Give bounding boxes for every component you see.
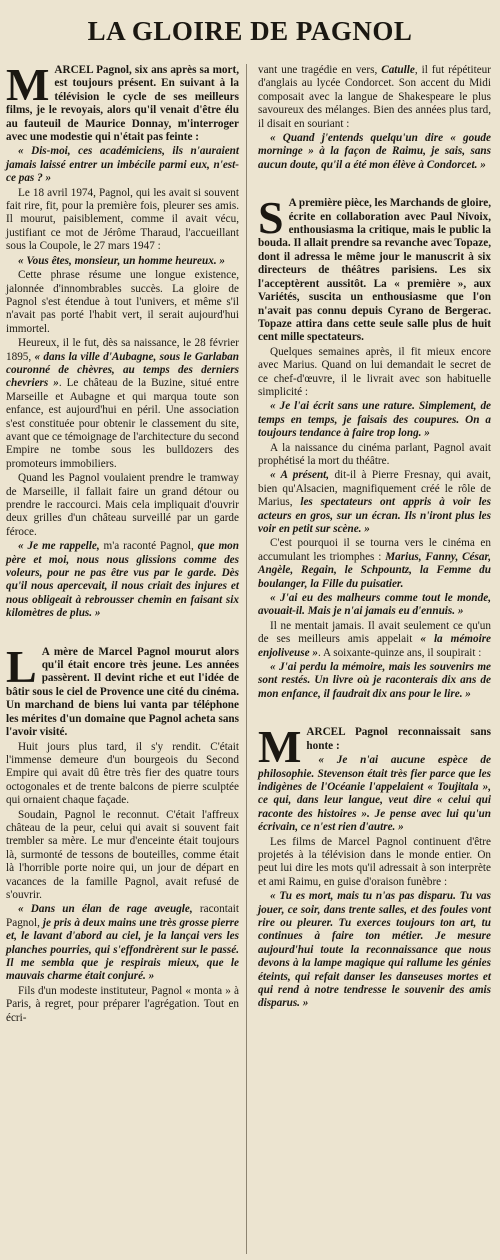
section-3 [258,192,492,701]
quote [258,469,491,536]
text-run: Il ne mentait jamais. Il avait seulement ce qu'un de ses meilleurs amis appelait [258,619,491,646]
text-run: Catulle [381,64,415,76]
text-run: « la mémoire enjoliveuse » [258,633,492,659]
text-run: m'a raconté Pagnol, [99,540,198,553]
paragraph: Quand les Pagnol voulaient prendre le tramway de Marseille, il fallait faire un grand détour ou prendre le raccourci. Mais cela impliquait d'ouvrir deux grilles d'un château surveillé par un garde féroce. [6,472,239,538]
paragraph [6,640,239,740]
section-gap [6,622,239,646]
text-run: « J'ai perdu la mémoire, mais les souvenirs me sont restés. Un livre où je raconterais dix ans de mon enfance, il faudrait dix ans pour le lire. » [258,661,491,700]
drop-cap: M [6,59,50,110]
section-1 [6,59,239,621]
quote [258,890,491,1011]
quote [6,540,239,620]
text-run: Marius, Fanny, César, Angèle, Regain, le Schpountz, la Femme du boulanger, la Fille du puisatier. [258,550,492,590]
text-run: dit-il à Pierre Fresnay, qui avait, bien qu'Alsacien, magnifiquement créé le rôle de Marius, [258,469,491,509]
text-run: racontait Pagnol, [6,903,240,929]
drop-cap: M [258,721,302,773]
quote [6,903,239,983]
text-run: « Dans un élan de rage aveugle, [18,903,193,916]
quote [6,255,239,268]
paragraph: Quelques semaines après, il fit mieux encore avec Marius. Quand on lui demandait le secret de ce chef-d'œuvre, il le livrait avec son habituelle simplicité : [258,345,491,398]
text-run: je pris à deux mains une très grosse pierre et, le lavant d'abord au ciel, je la lançai vers les planches pourries, qui s'effondrèrent sur le passé. Il me sembla que je respirais mieux, que le mauvais charme était conjuré. » [6,916,239,983]
text-run: « Je l'ai écrit sans une rature. Simplement, de temps en temps, je faisais des coupures. On a toujours tendance à faire trop long. » [258,400,491,440]
paragraph: A la naissance du cinéma parlant, Pagnol avait prophétisé la mort du théâtre. [258,441,491,467]
quote [6,145,239,185]
lead-text: A mère de Marcel Pagnol mourut alors qu'il était encore très jeune. Les années passèrent. Il devint riche et eut l'idée de bâtir sous le ciel de Provence une cité du cinéma. Un marchand de biens lui vanta par téléphone les mérites d'un domaine que Pagnol acheta sans l'avoir visité. [6,645,239,739]
left-column [6,59,240,1026]
paragraph: Cette phrase résume une longue existence, jalonnée d'innombrables succès. La gloire de Pagnol s'est étendue à tout l'univers, et même s'il n'avait pas porté l'habit vert, il serait aujourd'hui immortel. [6,269,239,335]
text-run: les spectateurs ont appris à voir les acteurs en gros, sur un écran. Ils n'iront plus les voir en petit sur scène. » [258,496,491,535]
paragraph: Soudain, Pagnol le reconnut. C'était l'affreux château de la peur, celui qui avait si souvent fait trembler sa mère. Le mur d'enceinte était toujours là, surmonté de tessons de bouteilles, comme était là l'horrible porte noire qui, un jour de départ en vacances de la famille Pagnol, avait refusé de s'ouvrir. [6,808,239,901]
text-run: . A soixante-quinze ans, il soupirait : [317,646,482,659]
text-run: Heureux, il le fut, dès sa naissance, le 28 février 1895, [6,337,239,363]
drop-cap: L [6,640,37,692]
paragraph: Huit jours plus tard, il s'y rendit. C'était l'immense demeure d'un bourgeois du Second Empire qui avait dû être très fier des quatre tours octogonales et de trente balcons de pierre sculptée qui ornaient chaque façade. [6,740,239,807]
section-1-continued [258,64,491,172]
text-run: « A présent, [270,469,330,482]
text-run: « Quand j'entends quelqu'un dire « goude morninge » à la façon de Raimu, je sais, sans aucun doute, qu'il a été mon élève à Condorcet. » [258,132,491,171]
paragraph [258,64,491,131]
paragraph [6,337,239,471]
quote [258,400,491,440]
lead-text: ARCEL Pagnol reconnaissait sans honte : [306,726,491,752]
paragraph [258,537,491,591]
section-4 [258,721,491,1011]
text-run: C'est pourquoi il se tourna vers le cinéma en accumulant les triomphes : [258,537,491,563]
paragraph: Fils d'un modeste instituteur, Pagnol « monta » à Paris, à regret, pour préparer l'agrégation. Tout en écri- [6,984,239,1024]
quote [258,132,491,172]
text-run: « Je me rappelle, [18,540,100,553]
section-2 [6,640,240,1025]
text-run: « Vous êtes, monsieur, un homme heureux. » [18,254,226,267]
paragraph [258,192,491,344]
text-run: , il fut répétiteur d'anglais au lycée Condorcet. Son accent du Midi composait avec la langue de Shakespeare le plus savoureux des mélanges. Bien des années plus tard, il disait en souriant : [258,64,492,130]
text-run: « J'ai eu des malheurs comme tout le monde, avouait-il. Mais je n'ai jamais eu d'ennuis. » [258,592,491,618]
right-column [258,64,491,1012]
article-title: LA GLOIRE DE PAGNOL [87,16,413,46]
quote [258,661,491,701]
lead-text: ARCEL Pagnol, six ans après sa mort, est toujours présent. En suivant à la télévision le cycle de ses meilleurs films, je le revoyais, alors qu'il venait d'être élu au fauteuil de Maurice Donnay, m'interroger avec une modestie qui n'était pas feinte : [6,64,239,144]
paragraph [6,59,239,144]
text-run: « Tu es mort, mais tu n'as pas disparu. Tu vas jouer, ce soir, dans trente salles, et des foules vont rire ou pleurer. Tu exerces toujours ton art, tu continues à faire ton métier. Je mesure aujourd'hui toute la reconnaissance que nous devons à la lampe magique qui rallume les génies éteints, qui refait danser les danseuses mortes et qui rend à notre tendresse le souvenir des amis disparus. » [258,890,491,1010]
text-run: que mon père et moi, nous nous glissions comme des voleurs, pour ne pas être vus par le garde. Dès qu'il nous apercevait, il nous criait des injures et nous obligeait à rebrousser chemin en faisant six kilomètres de plus. » [6,540,239,620]
text-run: « dans la ville d'Aubagne, sous le Garlaban couronné de chèvres, au temps des derniers chevriers » [6,350,239,390]
text-run: . Le château de la Buzine, situé entre Marseille et Aubagne et qui marqua toute son enfance, est aujourd'hui en péril. Une association s'est constituée pour obtenir le classement du site, avant que ce témoignage de l'architecture du second Empire ne tombe sous les bulldozers des promoteurs immobiliers. [6,377,239,470]
text-run: vant une tragédie en vers, [258,64,378,76]
text-run: « Dis-moi, ces académiciens, ils n'auraient jamais laissé entrer un imbécile parmi eux, n'est-ce pas ? » [6,145,239,185]
column-divider [246,64,247,1254]
paragraph [258,620,491,660]
paragraph: Le 18 avril 1974, Pagnol, qui les avait si souvent fait rire, fit, pour la première fois, pleurer ses amis. Il mourut, paisiblement, comme il avait vécu, justifiant ce mot de Jérôme Tharaud, l'accueillant sous la Coupole, le 27 mars 1947 : [6,186,239,253]
drop-cap: S [258,192,284,244]
paragraph: Les films de Marcel Pagnol continuent d'être projetés à la télévision dans le monde entier. On peut lui dire les mots qu'il adressait à son interprète et ami Raimu, en guise d'oraison funèbre : [258,835,491,888]
paragraph [258,721,491,773]
quote [258,592,491,619]
section-gap [258,173,491,197]
text-run: « Je n'ai aucune espèce de philosophie. Stevenson était très fier parce que les indigènes de l'Océanie l'appelaient « Toujitala », ce qui, dans leur langue, veut dire « celui qui raconte des histoires ». Je pense avec lui qu'un écrivain, ce n'est rien d'autre. » [258,754,491,834]
lead-text: A première pièce, les Marchands de gloire, écrite en collaboration avec Paul Nivoix, enthousiasma la critique, mais le public la bouda. Il allait prendre sa revanche avec Topaze, dont il adressa le même jour le manuscrit à six directeurs de théâtres parisiens. Les six l'acceptèrent aussitôt. La « première », aux Variétés, suscita un enthousiasme que l'on n'avait pas connu depuis Cyrano de Bergerac. Topaze attira dans cette seule salle plus de huit cent mille spectateurs. [258,197,491,344]
